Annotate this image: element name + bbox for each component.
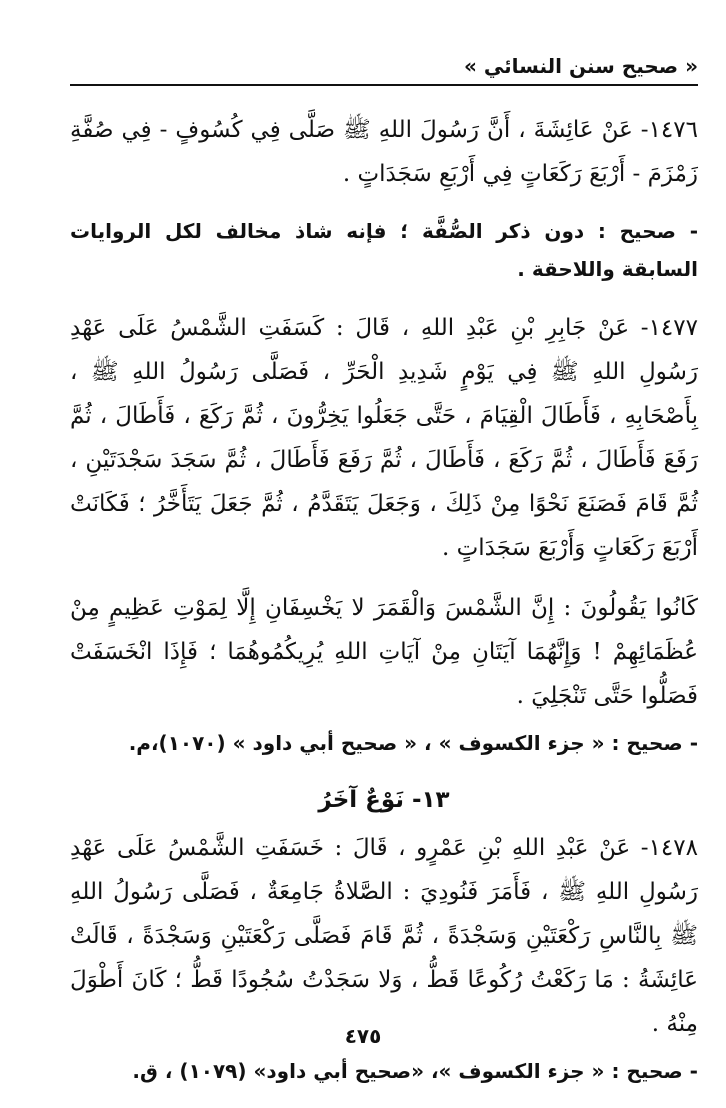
hadith-1476-text: ١٤٧٦- عَنْ عَائِشَةَ ، أَنَّ رَسُولَ اللهِ ﷺ صَلَّى فِي كُسُوفٍ - فِي صُفَّةِ زَمْزَمَ - أَرْبَعَ رَكَعَاتٍ فِي أَرْبَعِ سَجَدَاتٍ .: [70, 117, 698, 187]
hadith-1477-text: ١٤٧٧- عَنْ جَابِرِ بْنِ عَبْدِ اللهِ ، قَالَ : كَسَفَتِ الشَّمْسُ عَلَى عَهْدِ رَسُولِ اللهِ ﷺ فِي يَوْمٍ شَدِيدِ الْحَرِّ ، فَصَلَّى رَسُولُ اللهِ ﷺ ، بِأَصْحَابِهِ ، فَأَطَالَ الْقِيَامَ ، حَتَّى جَعَلُوا يَخِرُّونَ ، ثُمَّ رَكَعَ ، فَأَطَالَ ، ثُمَّ رَفَعَ فَأَطَالَ ، ثُمَّ رَكَعَ ، فَأَطَالَ ، ثُمَّ رَفَعَ فَأَطَالَ ، ثُمَّ سَجَدَ سَجْدَتَيْنِ ، ثُمَّ قَامَ فَصَنَعَ نَحْوًا مِنْ ذَلِكَ ، وَجَعَلَ يَتَقَدَّمُ ، ثُمَّ جَعَلَ يَتَأَخَّرُ ؛ فَكَانَتْ أَرْبَعَ رَكَعَاتٍ وَأَرْبَعَ سَجَدَاتٍ .: [70, 315, 698, 561]
hadith-1478-text: ١٤٧٨- عَنْ عَبْدِ اللهِ بْنِ عَمْرٍو ، قَالَ : خَسَفَتِ الشَّمْسُ عَلَى عَهْدِ رَسُولِ اللهِ ﷺ ، فَأَمَرَ فَنُودِيَ : الصَّلاةُ جَامِعَةٌ ، فَصَلَّى رَسُولُ اللهِ ﷺ بِالنَّاسِ رَكْعَتَيْنِ وَسَجْدَةً ، ثُمَّ قَامَ فَصَلَّى رَكْعَتَيْنِ وَسَجْدَةً ، قَالَتْ عَائِشَةُ : مَا رَكَعْتُ رُكُوعًا قَطُّ ، وَلا سَجَدْتُ سُجُودًا قَطُّ ؛ كَانَ أَطْوَلَ مِنْهُ .: [70, 835, 698, 1037]
running-header: [70, 44, 698, 86]
section-heading: ١٣- نَوْعٌ آخَرُ: [318, 787, 450, 813]
book-title: « صحيح سنن النسائي »: [464, 54, 698, 78]
hadith-1477-text-continued: كَانُوا يَقُولُونَ : إِنَّ الشَّمْسَ وَالْقَمَرَ لا يَخْسِفَانِ إِلَّا لِمَوْتِ عَظِيمٍ مِنْ عُظَمَائِهِمْ ! وَإِنَّهُمَا آيَتَانِ مِنْ آيَاتِ اللهِ يُرِيكُمُوهُمَا ؛ فَإِذَا انْخَسَفَتْ فَصَلُّوا حَتَّى تَنْجَلِيَ .: [70, 595, 698, 709]
page-number: ٤٧٥: [344, 1024, 382, 1048]
hadith-1477-grade: - صحيح : « جزء الكسوف » ، « صحيح أبي داود » (١٠٧٠)،م.: [128, 731, 698, 755]
hadith-1478-grade: - صحيح : « جزء الكسوف »، «صحيح أبي داود» (١٠٧٩) ، ق.: [132, 1059, 698, 1083]
hadith-1476-grade: - صحيح : دون ذكر الصُّفَّة ؛ فإنه شاذ مخالف لكل الروايات السابقة واللاحقة .: [70, 219, 698, 281]
page-content: [70, 108, 698, 1108]
